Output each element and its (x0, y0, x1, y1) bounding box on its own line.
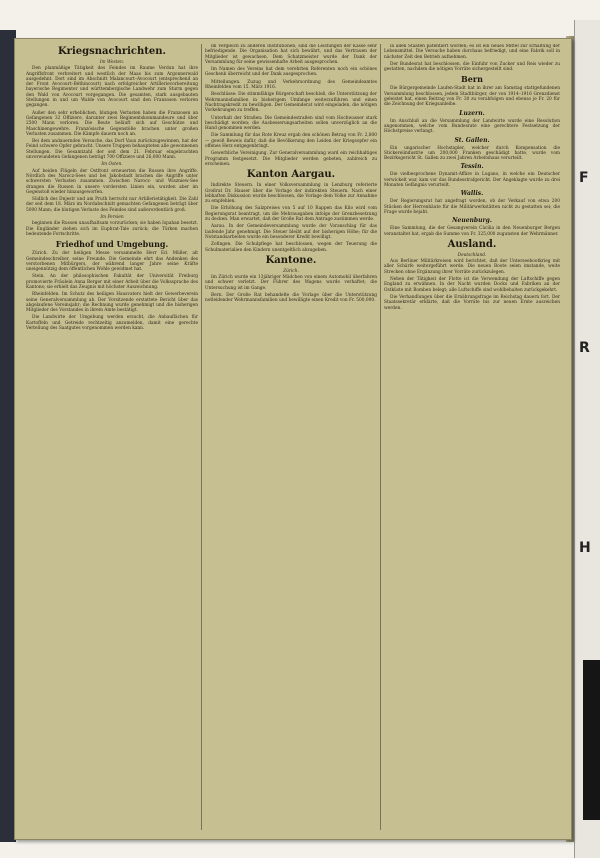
heading-kantone: Kantone. (265, 254, 317, 266)
paragraph: Der Bundesrat hat beschlossen, die Einfuhr von Zucker und Reis wieder zu gestatten, nachdem die nötigen Vorräte sichergestellt sind. (384, 61, 560, 73)
heading-kriegsnachrichten: Kriegsnachrichten. (57, 46, 166, 57)
paragraph: Aarau. In der Gemeindeversammlung wurde der Voranschlag für das laufende Jahr genehmigt. Die Steuer bleibt auf der bisherigen Höhe; für die Notstandsarbeiten wurde ein besonderer Kredit bewilligt. (205, 224, 377, 240)
paragraph: Die Bürgergemeinde Laufen-Stadt hat in ihrer am Samstag stattgefundenen Versammlung beschlossen, jedem Stadtbürger, der von 1914–1916 Grenzdienst geleistet hat, einen Beitrag von Fr. 30 zu verabfolgen und ebenso je Fr. 20 für die Zeichnung der Kriegsanleihe. (384, 86, 560, 108)
paragraph: Die Verhandlungen über die Ernährungsfrage im Reichstag dauern fort. Der Staatssekretär erklärte, daß die Vorräte bis zur neuen Ernte ausreichen werden. (384, 294, 560, 311)
paragraph: Ein ungarischer Hochstapler, welcher durch Kompensation die Stickereiindustrie um 200,000 Franken geschädigt hatte, wurde vom Bezirksgericht St. Gallen zu zwei Jahren Arbeitshaus verurteilt. (384, 145, 560, 162)
paragraph: Stein. An der philosophischen Fakultät der Universität Freiburg promovierte Fräulein Anna Berger mit einer Arbeit über die Volkssprache des Kantons; sie erhielt das Zeugnis mit höchster Auszeichnung. (26, 274, 198, 290)
paragraph: Die Landwirte der Umgebung werden ersucht, die Anbauflächen für Kartoffeln und Getreide rechtzeitig anzumelden, damit eine gerechte Verteilung des Saatgutes vorgenommen werden kann. (26, 315, 198, 332)
heading-neuenburg: Neuenburg. (452, 217, 492, 225)
paragraph: Südlich des Dnjestr und am Pruth herrscht nur Artillerietätigkeit. Die Zahl der seit dem 18. März im Nordabschnitt gemachten Gefangenen beträgt über 5000 Mann; die blutigen Verluste des Feindes sind außerordentlich groß. (26, 197, 198, 213)
paragraph: Der Regierungsrat hat angefragt worden, ob der Verkauf von etwa 200 Stücken der Herrenhäute für die Militärwerkstätten nicht zu gestatten sei; die Frage wurde bejaht. (384, 199, 560, 215)
column-rule (380, 44, 381, 830)
heading-bern: Bern (461, 74, 483, 85)
paragraph: Auf beiden Flügeln der Ostfront erneuerten die Russen ihre Angriffe. Nördlich des Narocz-Sees und bei Jakobstadt brachen die Angriffe unter schwersten Verlusten zusammen. Zwischen Narocz- und Wiszniew-See drangen die Russen in unsere vordersten Linien ein, wurden aber im Gegenstoß wieder hinausgeworfen. (26, 168, 198, 195)
column-rule (201, 44, 202, 830)
heading-kanton-aargau: Kanton Aargau. (246, 169, 336, 181)
paragraph: Aus Berliner Militärkreisen wird berichtet, daß der Unterseebootkrieg mit aller Schärfe weitergeführt werde. Die neuen Boote seien imstande, weite Strecken ohne Ergänzung ihrer Vorräte zurückzulegen. (384, 259, 560, 275)
paragraph: Im Zürich wurde ein 13jähriger Mädchen von einem Automobil überfahren und schwer verletzt. Der Führer des Wagens wurde verhaftet; die Untersuchung ist im Gange. (205, 275, 377, 291)
paragraph: Neben der Tätigkeit der Flotte ist die Verwendung der Luftschiffe gegen England zu erwähnen. In der Nacht wurden Docks und Fabriken an der Ostküste mit Bomben belegt; alle Luftschiffe sind wohlbehalten zurückgekehrt. (384, 277, 560, 293)
paragraph: beginnen die Russen unaufhaltsam vorzurücken; sie haben Ispahan besetzt. Die Engländer ziehen sich im Euphrat-Tale zurück; die Türken machen bedeutende Fortschritte. (26, 221, 198, 237)
paragraph: Bei dem andauernden Versuche, das Dorf Vaux zurückzugewinnen, hat der Feind schwere Opfer gebracht. Unsere Truppen behaupteten alle gewonnenen Stellungen. Die Gesamtzahl der seit dem 21. Februar eingebrachten unverwundeten Gefangenen beträgt 700 Offiziere und 26,000 Mann. (26, 139, 198, 161)
heading-st-gallen: St. Gallen. (454, 136, 490, 144)
heading-ausland: Ausland. (447, 238, 497, 250)
paragraph: Außer den sehr erheblichen, blutigen Verlusten haben die Franzosen an Gefangenen 32 Offiziere, darunter zwei Regimentskommandeure und über 2500 Mann verloren. Die Beute beläuft sich auf Geschütze und Maschinengewehre. Französische Gegenstöße brachen unter großen Verlusten zusammen. Die Kämpfe dauern noch an. (26, 110, 198, 137)
paragraph: Unterhalt der Straßen: Die Gemeindestraßen sind vom Hochwasser stark beschädigt worden; die Ausbesserungsarbeiten sollen unverzüglich an die Hand genommen werden. (205, 115, 377, 132)
paragraph: Indirekte Steuern. In einer Volksversammlung in Lenzburg referierte Großrat Dr. Hauser über die Vorlage der indirekten Steuern. Nach einer lebhaften Diskussion wurde beschlossen, die Vorlage dem Volke zur Annahme zu empfehlen. (205, 183, 377, 205)
paragraph: Die Sammlung für das Rote Kreuz ergab den schönen Betrag von Fr. 2,800 — gewiß Beweis dafür, daß die Bevölkerung den Leiden der Kriegsopfer ein offenes Herz entgegenbringt. (205, 133, 377, 150)
subheading: Zürich. (283, 268, 299, 274)
paragraph: Zürich. Zu der heiligen Messe versammelte Herr Ed. Müller, alt Gemeindeschreiber, seine Freunde. Die Gemeinde ehrt das Andenken des verstorbenen Mitbürgers, der während langer Jahre seine Kräfte uneigennützig dem öffentlichen Wohle gewidmet hat. (26, 251, 198, 273)
paragraph: Gewerbliche Vereinigung. Zur Generalversammlung ward ein reichhaltiges Programm festgesetzt. Die Mitglieder werden gebeten, zahlreich zu erscheinen. (205, 151, 377, 167)
paragraph: Mitteilungen. Zuzug und Verkehrsordnung des Gemeindeamtes Rheinfelden vom 15. März 1916. (205, 79, 377, 91)
subheading: Im Persien (100, 215, 124, 221)
paragraph: Zofingen. Die Schulpflege hat beschlossen, wegen der Teuerung die Schulmaterialien den Kindern unentgeltlich abzugeben. (205, 242, 377, 253)
paragraph: Beschlüsse: Die stimmfähige Bürgerschaft beschloß, die Unterstützung der Wehrmannsfamilien in bisherigem Umfange weiterzuführen und einen Nachtragskredit zu bewilligen. Der Gemeinderat wird eingeladen, die nötigen Vorkehrungen zu treffen. (205, 92, 377, 114)
paragraph: Die Erhöhung des Salzpreises von 5 auf 10 Rappen das Kilo wird vom Regierungsrat beantragt, um die Mehrausgaben infolge der Grenzbesetzung zu decken. Man erwartet, daß der Große Rat dem Antrage zustimmen werde. (205, 206, 377, 223)
paragraph: Eine Sammlung, die der Gesangverein Cäcilia in den Neuenburger Bergen veranstaltet hat, ergab die Summe von Fr. 325,000 zugunsten der Wehrmänner. (384, 226, 560, 237)
paragraph: Den planmäßige Tätigkeit des Feindes im Raume Verdun hat ihre Angriffsfront verbreitert und westlich der Maas bis zum Argonnerwald ausgedehnt. Dort sind im Abschnitt Malancourt–Avocourt (entsprechend an der Front Avocourt–Béthincourt) nach erfolgreicher Artillerievorbereitung bayerische Regimenter und württembergische Landwehr zum Sturm gegen den Wald von Avocourt vorgegangen. Die gesamten, stark ausgebauten Stellungen in und um Walde von Avocourt sind den Franzosen verloren gegangen. (26, 66, 198, 109)
heading-luzern: Luzern. (459, 109, 485, 117)
paragraph: Im Namen des Vereins hat dem verehrten Referenten noch ein schönes Geschenk überreicht und der Dank ausgesprochen. (205, 67, 377, 78)
paragraph: Im Anschluß an die Versammlung der Landwirte wurde eine Resolution angenommen, welche vom Bundesrate eine gerechtere Festsetzung der Höchstpreise verlangt. (384, 118, 560, 135)
paragraph: in allen Staaten patentiert worden; es ist ein neues Mittel zur Erhaltung der Lebensmittel. Die Versuche haben durchaus befriedigt, und eine Fabrik soll in nächster Zeit den Betrieb aufnehmen. (384, 44, 560, 60)
column-3 (384, 44, 560, 832)
column-1 (26, 44, 198, 832)
paragraph: Bern. Der Große Rat behandelte die Vorlage über die Unterstützung notleidender Wehrmannsfamilien und bewilligte einen Kredit von Fr. 500,000. (205, 292, 377, 304)
paragraph: im Vergleich zu anderen Institutionen, sind die Leistungen der Kasse sehr befriedigende. Die Organisation hat sich bewährt, und das Vertrauen der Mitglieder ist gewachsen. Dem Schatzmeister wurde der Dank der Versammlung für seine gewissenhafte Arbeit ausgesprochen. (205, 44, 377, 65)
column-2 (205, 44, 377, 832)
subheading: Deutschland. (457, 252, 487, 258)
paragraph: Rheinfelden. Im Schutz des heiligen Hausvaters hielt der Gewerbeverein seine Generalversammlung ab. Der Vorsitzende erstattete Bericht über das abgelaufene Vereinsjahr; die Rechnung wurde genehmigt und die bisherigen Mitglieder des Vorstandes in ihrem Amte bestätigt. (26, 292, 198, 314)
heading-tessin: Tessin. (460, 163, 484, 171)
subheading: Im Westen. (99, 60, 125, 65)
subheading: Im Osten. (101, 162, 123, 168)
heading-friedhof: Friedhof und Umgebung. (55, 239, 169, 250)
next-page-fragment: F R H (574, 20, 600, 858)
heading-wallis: Wallis. (460, 190, 484, 198)
paragraph: Die vielbesprochene Dynamit-Affäre in Lugano, in welche ein Deutscher verwickelt war, kam vor das Bundesstrafgericht. Der Angeklagte wurde zu drei Monaten Gefängnis verurteilt. (384, 172, 560, 189)
